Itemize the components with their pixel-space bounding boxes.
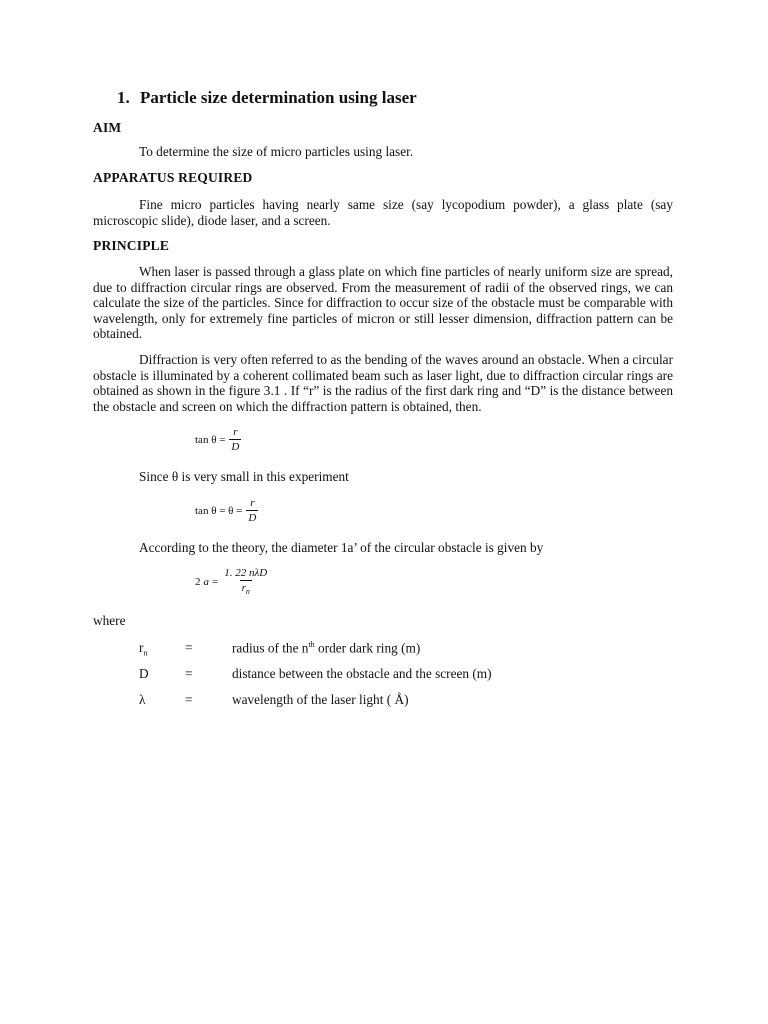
principle-heading: PRINCIPLE bbox=[93, 238, 170, 253]
aim-text: To determine the size of micro particles using laser. bbox=[139, 144, 414, 159]
title-text: Particle size determination using laser bbox=[140, 88, 417, 107]
where-label: where bbox=[93, 613, 126, 628]
eq1-denominator: D bbox=[231, 441, 240, 453]
eq3-denominator bbox=[240, 580, 252, 596]
eq2-lhs: tan θ = θ = bbox=[195, 504, 243, 517]
eq2-numerator: r bbox=[250, 497, 255, 509]
definition-symbol: D bbox=[139, 666, 149, 681]
since-text: Since θ is very small in this experiment bbox=[139, 469, 349, 484]
eq2-denominator: D bbox=[248, 512, 257, 524]
theory-text: According to the theory, the diameter 1a’ of the circular obstacle is given by bbox=[139, 540, 544, 555]
eq3-fraction bbox=[222, 567, 269, 596]
eq3-coef: 2 bbox=[195, 575, 201, 588]
eq1-lhs: tan θ = bbox=[195, 433, 226, 446]
apparatus-text: Fine micro particles having nearly same size (say lycopodium powder), a glass plate (say microscopic slide), diode laser, and a screen. bbox=[93, 197, 673, 228]
eq1-numerator: r bbox=[233, 426, 238, 438]
page-title bbox=[117, 88, 417, 108]
equation-diameter bbox=[195, 567, 269, 596]
definition-equals: = bbox=[185, 692, 193, 707]
principle-para-2: Diffraction is very often referred to as the bending of the waves around an obstacle. When a circular obstacle is illuminated by a coherent collimated beam such as laser light, due to diffraction circular rings are obtained as shown in the figure 3.1 . If “r” is the radius of the first dark ring and “D” is the distance between the obstacle and screen on which the diffraction pattern is obtained, then. bbox=[93, 352, 673, 414]
definition-symbol: λ bbox=[139, 692, 146, 707]
eq3-equals: = bbox=[212, 575, 219, 588]
eq1-fraction bbox=[229, 426, 241, 453]
apparatus-heading: APPARATUS REQUIRED bbox=[93, 170, 253, 185]
eq3-den-var: r bbox=[241, 582, 246, 594]
eq3-den-sub: n bbox=[245, 587, 250, 597]
definition-symbol: $r_n$ bbox=[139, 640, 148, 658]
title-number: 1. bbox=[117, 88, 130, 107]
eq3-var: a bbox=[203, 575, 209, 588]
aim-heading: AIM bbox=[93, 120, 122, 135]
definition-text: radius of the $n^{th}$ order dark ring (m) bbox=[232, 640, 421, 656]
eq2-fraction bbox=[246, 497, 258, 524]
eq3-numerator: 1. 22 nλD bbox=[224, 567, 268, 579]
definition-equals: = bbox=[185, 640, 193, 655]
equation-small-angle bbox=[195, 497, 258, 524]
definition-equals: = bbox=[185, 666, 193, 681]
principle-para-1: When laser is passed through a glass plate on which fine particles of nearly uniform size are spread, due to diffraction circular rings are observed. From the measurement of radii of the observed rings, we can calculate the size of the particles. Since for diffraction to occur size of the obstacle must be comparable with wavelength, only for extremely fine particles of micron or still lesser dimension, diffraction pattern can be obtained. bbox=[93, 264, 673, 342]
definition-text: distance between the obstacle and the screen (m) bbox=[232, 666, 492, 681]
equation-tan-theta bbox=[195, 426, 241, 453]
definition-text: wavelength of the laser light ( Å) bbox=[232, 692, 409, 707]
